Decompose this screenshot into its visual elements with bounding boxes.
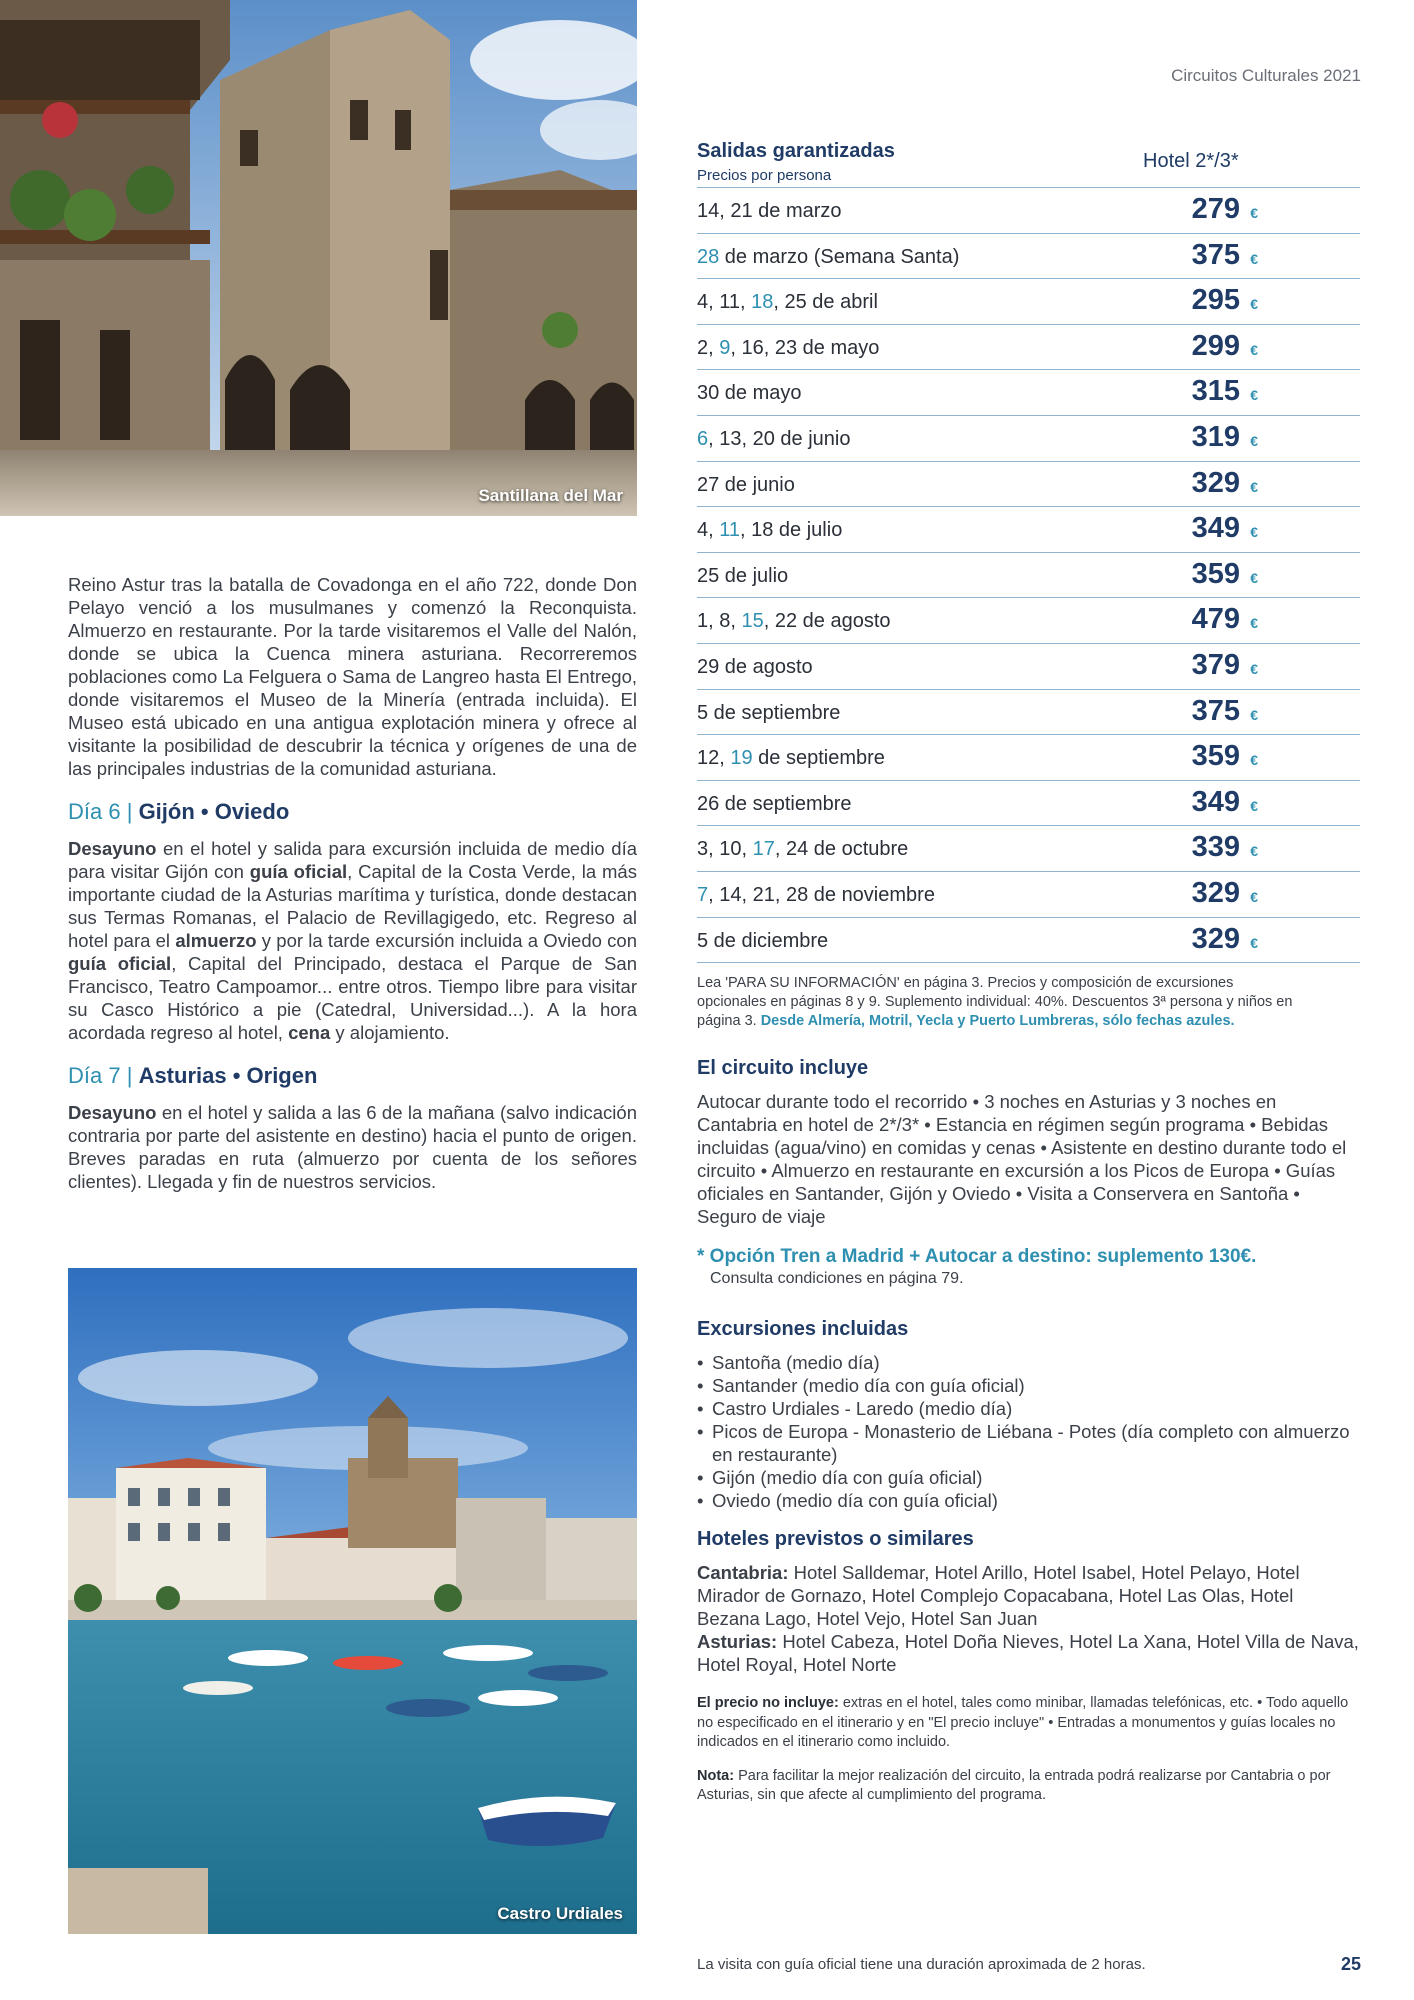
- dates-prefix: 12,: [697, 747, 731, 770]
- price-row: [697, 735, 1360, 781]
- hotels-cantabria: [697, 1561, 1360, 1630]
- price-note-text: Lea 'PARA SU INFORMACIÓN' en página 3. Precios y composición de excursiones opcionales en páginas 8 y 9. Suplemento individual: 40%. Descuentos 3ª persona y niños en página 3.: [697, 975, 1293, 1030]
- price-row: [697, 279, 1360, 325]
- day6-text: [68, 837, 637, 1044]
- includes-title: El circuito incluye: [697, 1057, 869, 1080]
- currency-symbol: €: [1250, 387, 1258, 404]
- departure-dates: [697, 200, 842, 223]
- dates-suffix: 25 de julio: [697, 564, 789, 587]
- dates-suffix: 27 de junio: [697, 473, 795, 496]
- price-row: [697, 188, 1360, 234]
- currency-symbol: €: [1250, 660, 1258, 677]
- currency-symbol: €: [1250, 250, 1258, 267]
- day6-bold-guide-2: guía oficial: [68, 953, 172, 974]
- price-value: 349: [1191, 512, 1240, 545]
- currency-symbol: €: [1250, 341, 1258, 358]
- price-row: [697, 690, 1360, 736]
- price-table-title: Salidas garantizadas: [697, 140, 895, 162]
- departure-dates: [697, 382, 802, 405]
- currency-symbol: €: [1250, 478, 1258, 495]
- price-value: 329: [1191, 876, 1240, 909]
- train-option: * Opción Tren a Madrid + Autocar a destino: suplemento 130€.: [697, 1246, 1257, 1268]
- price-value: 339: [1191, 831, 1240, 864]
- day6-bold-dinner: cena: [288, 1022, 331, 1043]
- excursion-item: • Castro Urdiales - Laredo (medio día): [697, 1397, 1360, 1420]
- day6-text-2: , Capital de la Costa Verde, la más importante ciudad de la Asturias marítima y turística, donde destacan sus Termas Romanas, el Palacio de Revillagigedo, etc. Regreso al hotel para el: [68, 861, 637, 951]
- currency-symbol: €: [1250, 615, 1258, 632]
- dates-suffix: 14, 21 de marzo: [697, 200, 842, 222]
- excursion-item: • Santander (medio día con guía oficial): [697, 1374, 1360, 1397]
- dates-suffix: , 25 de abril: [773, 291, 878, 314]
- price-table-column-header: Hotel 2*/3*: [1143, 150, 1239, 172]
- price-row: [697, 462, 1360, 508]
- day6-bold-guide-1: guía oficial: [249, 861, 348, 882]
- price-value: 329: [1191, 466, 1240, 499]
- dates-suffix: 29 de agosto: [697, 655, 813, 678]
- day6-text-1: en el hotel y salida para excursión incluida de medio día para visitar Gijón con: [68, 838, 637, 882]
- price-row: [697, 872, 1360, 918]
- day6-number: Día 6: [68, 799, 121, 824]
- price-value: 315: [1191, 375, 1240, 408]
- departure-dates: [697, 474, 795, 497]
- hotels-asturias-list: Hotel Cabeza, Hotel Doña Nieves, Hotel La Xana, Hotel Villa de Nava, Hotel Royal, Hotel Norte: [697, 1631, 1359, 1676]
- dates-suffix: , 24 de octubre: [774, 838, 909, 861]
- price-row: [697, 234, 1360, 280]
- dates-suffix: 26 de septiembre: [697, 792, 852, 815]
- currency-symbol: €: [1250, 797, 1258, 814]
- currency-symbol: €: [1250, 888, 1258, 905]
- footer-guide-note: La visita con guía oficial tiene una duración aproximada de 2 horas.: [697, 1956, 1146, 1973]
- photo-castro-urdiales: [68, 1268, 637, 1934]
- price-value: 299: [1191, 329, 1240, 362]
- dates-highlight: 15: [741, 610, 764, 633]
- nota-label: Nota:: [697, 1767, 735, 1784]
- price-value: 375: [1191, 694, 1240, 727]
- price-value: 295: [1191, 284, 1240, 317]
- price-value: 359: [1191, 740, 1240, 773]
- day6-text-4: , Capital del Principado, destaca el Parque de San Francisco, Teatro Campoamor... entre otros. Tiempo libre para visitar su Casco Histórico a pie (Catedral, Universidad...). A la hora acordada regreso al hotel,: [68, 953, 637, 1043]
- currency-symbol: €: [1250, 296, 1258, 313]
- price-value: 479: [1191, 603, 1240, 636]
- price-row: [697, 826, 1360, 872]
- dates-suffix: 30 de mayo: [697, 382, 802, 405]
- currency-symbol: €: [1250, 432, 1258, 449]
- dates-highlight: 9: [719, 336, 731, 359]
- excursion-item: • Oviedo (medio día con guía oficial): [697, 1489, 1360, 1512]
- train-option-conditions: Consulta condiciones en página 79.: [710, 1270, 964, 1288]
- departure-dates: [697, 793, 852, 816]
- day6-text-5: y alojamiento.: [330, 1022, 450, 1043]
- dates-highlight: 19: [730, 747, 753, 770]
- price-row: [697, 370, 1360, 416]
- departure-dates: [697, 291, 878, 314]
- departure-dates: [697, 747, 885, 770]
- price-row: [697, 918, 1360, 964]
- dates-prefix: 3, 10,: [697, 838, 753, 861]
- price-row: [697, 781, 1360, 827]
- price-value: 329: [1191, 922, 1240, 955]
- day6-separator: |: [126, 799, 133, 824]
- departure-dates: [697, 884, 935, 907]
- left-column: [68, 573, 637, 1193]
- dates-suffix: , 13, 20 de junio: [708, 427, 851, 450]
- excursion-item: • Gijón (medio día con guía oficial): [697, 1466, 1360, 1489]
- page-number: 25: [1340, 1954, 1361, 1974]
- photo-caption-top: Santillana del Mar: [478, 486, 623, 505]
- currency-symbol: €: [1250, 752, 1258, 769]
- hotels-asturias-label: Asturias:: [697, 1631, 778, 1653]
- dates-suffix: de marzo (Semana Santa): [719, 245, 960, 268]
- price-row: [697, 598, 1360, 644]
- price-value: 319: [1191, 420, 1240, 453]
- currency-symbol: €: [1250, 706, 1258, 723]
- price-value: 379: [1191, 648, 1240, 681]
- departure-dates: [697, 610, 891, 633]
- hotels-title: Hoteles previstos o similares: [697, 1528, 974, 1551]
- photo-caption-bottom: Castro Urdiales: [497, 1904, 623, 1923]
- dates-suffix: de septiembre: [752, 747, 885, 770]
- currency-symbol: €: [1250, 934, 1258, 951]
- price-excludes-label: El precio no incluye:: [697, 1695, 839, 1712]
- day7-heading: [68, 1064, 637, 1087]
- price-row: [697, 507, 1360, 553]
- departure-dates: [697, 246, 959, 269]
- departure-dates: [697, 838, 908, 861]
- dates-prefix: 1, 8,: [697, 610, 742, 633]
- departure-dates: [697, 337, 879, 360]
- excursions-list: [697, 1351, 1360, 1512]
- price-value: 375: [1191, 238, 1240, 271]
- departure-dates: [697, 565, 788, 588]
- excursion-item: • Picos de Europa - Monasterio de Liébana - Potes (día completo con almuerzo en restaurante): [697, 1420, 1360, 1466]
- currency-symbol: €: [1250, 524, 1258, 541]
- price-table-header: [697, 140, 1360, 188]
- day7-number: Día 7: [68, 1063, 121, 1088]
- price-row: [697, 553, 1360, 599]
- dates-highlight: 6: [697, 427, 709, 450]
- day7-title: Asturias • Origen: [138, 1063, 318, 1088]
- departure-dates: [697, 702, 840, 725]
- price-note-blue-dates: Desde Almería, Motril, Yecla y Puerto Lumbreras, sólo fechas azules.: [760, 1013, 1235, 1030]
- dates-suffix: , 16, 23 de mayo: [730, 336, 880, 359]
- currency-symbol: €: [1250, 205, 1258, 221]
- day7-text-1: en el hotel y salida a las 6 de la mañana (salvo indicación contraria por parte del asistente en destino) hacia el punto de origen. Breves paradas en ruta (almuerzo por cuenta de los señores clientes). Llegada y fin de nuestros servicios.: [68, 1102, 637, 1192]
- santillana-illustration: [0, 0, 637, 516]
- price-row: [697, 416, 1360, 462]
- dates-prefix: 2,: [697, 336, 720, 359]
- price-table-subtitle: Precios por persona: [697, 167, 832, 184]
- hotels-cantabria-label: Cantabria:: [697, 1562, 789, 1584]
- price-note: [697, 974, 1297, 1031]
- day5-continuation: Reino Astur tras la batalla de Covadonga en el año 722, donde Don Pelayo venció a los musulmanes y comenzó la Reconquista. Almuerzo en restaurante. Por la tarde visitaremos el Valle del Nalón, donde se ubica la Cuenca minera asturiana. Recorreremos poblaciones como La Felguera o Sama de Langreo hasta El Entrego, donde visitaremos el Museo de la Minería (entrada incluida). El Museo está ubicado en una antigua explotación minera y ofrece al visitante la posibilidad de descubrir la técnica y orígenes de una de las principales industrias de la comunidad asturiana.: [68, 574, 637, 779]
- currency-symbol: €: [1250, 569, 1258, 586]
- price-row: [697, 325, 1360, 371]
- day6-heading: [68, 800, 637, 823]
- dates-suffix: , 14, 21, 28 de noviembre: [708, 883, 935, 906]
- price-excludes-text: extras en el hotel, tales como minibar, llamadas telefónicas, etc. • Todo aquello no especificado en el itinerario y en "El precio incluye" • Entradas a monumentos y guías locales no indicados en el itinerario como incluido.: [697, 1695, 1349, 1751]
- day7-separator: |: [126, 1063, 133, 1088]
- dates-prefix: 4, 11,: [697, 291, 752, 314]
- price-value: 279: [1191, 193, 1240, 225]
- day6-bold-lunch: almuerzo: [175, 930, 257, 951]
- excursion-item: • Santoña (medio día): [697, 1351, 1360, 1374]
- dates-highlight: 11: [719, 519, 741, 542]
- dates-highlight: 28: [697, 245, 720, 268]
- catalog-header: Circuitos Culturales 2021: [1171, 66, 1361, 85]
- day6-text-3: y por la tarde excursión incluida a Oviedo con: [256, 930, 637, 951]
- excursions-title: Excursiones incluidas: [697, 1318, 909, 1341]
- currency-symbol: €: [1250, 843, 1258, 860]
- dates-suffix: , 22 de agosto: [763, 610, 891, 633]
- hotels-asturias: [697, 1630, 1360, 1676]
- price-value: 349: [1191, 785, 1240, 818]
- nota-text: Para facilitar la mejor realización del circuito, la entrada podrá realizarse por Cantabria o por Asturias, sin que afecte al cumplimiento del programa.: [697, 1767, 1331, 1804]
- departure-dates: [697, 930, 828, 953]
- dates-highlight: 17: [752, 838, 775, 861]
- day7-text: [68, 1101, 637, 1193]
- departure-dates: [697, 656, 813, 679]
- dates-suffix: , 18 de julio: [740, 519, 843, 542]
- hotels-cantabria-list: Hotel Salldemar, Hotel Arillo, Hotel Isabel, Hotel Pelayo, Hotel Mirador de Gornazo, Hotel Complejo Copacabana, Hotel Las Olas, Hotel Bezana Lago, Hotel Vejo, Hotel San Juan: [697, 1562, 1300, 1630]
- right-column: [697, 140, 1360, 1806]
- departure-dates: [697, 428, 850, 451]
- dates-suffix: 5 de septiembre: [697, 701, 841, 724]
- dates-prefix: 4,: [697, 519, 720, 542]
- day6-bold-breakfast: Desayuno: [68, 838, 157, 859]
- dates-highlight: 7: [697, 883, 709, 906]
- day7-bold-breakfast: Desayuno: [68, 1102, 157, 1123]
- photo-santillana-del-mar: [0, 0, 637, 516]
- price-table-body: [697, 188, 1360, 963]
- nota: [697, 1767, 1360, 1806]
- departure-dates: [697, 519, 842, 542]
- price-excludes: [697, 1694, 1360, 1753]
- dates-highlight: 18: [751, 291, 774, 314]
- price-value: 359: [1191, 557, 1240, 590]
- includes-text: Autocar durante todo el recorrido • 3 noches en Asturias y 3 noches en Cantabria en hotel de 2*/3* • Estancia en régimen según programa • Bebidas incluidas (agua/vino) en comidas y cenas • Asistente en destino durante todo el circuito • Almuerzo en restaurante en excursión a los Picos de Europa • Guías oficiales en Santander, Gijón y Oviedo • Visita a Conservera en Santoña • Seguro de viaje: [697, 1091, 1347, 1228]
- price-row: [697, 644, 1360, 690]
- day6-title: Gijón • Oviedo: [138, 799, 290, 824]
- castro-urdiales-illustration: [68, 1268, 637, 1934]
- dates-suffix: 5 de diciembre: [697, 929, 829, 952]
